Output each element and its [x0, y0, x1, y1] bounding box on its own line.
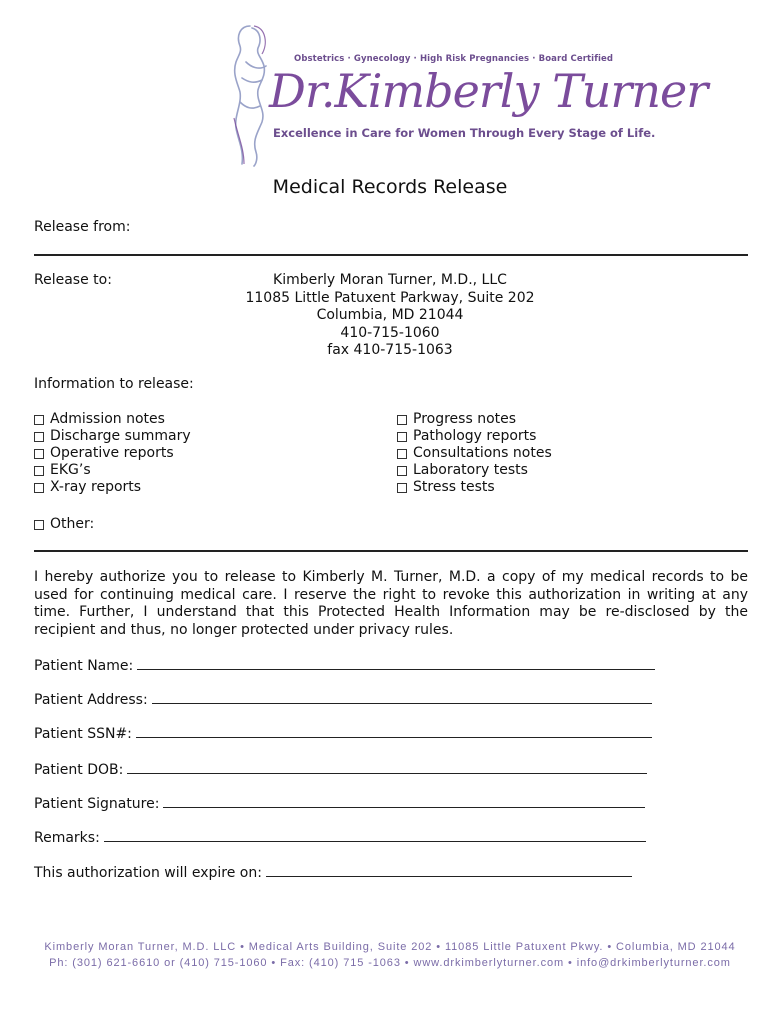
patient-ssn-field[interactable]: Patient SSN#: — [34, 725, 652, 742]
checkbox-list-left — [34, 411, 191, 496]
checkbox-discharge-summary[interactable]: Discharge summary — [34, 428, 191, 445]
logo-brand-name: Dr.Kimberly Turner — [269, 64, 708, 118]
checkbox-progress-notes[interactable]: Progress notes — [397, 411, 552, 428]
checkbox-icon[interactable] — [397, 432, 407, 442]
checkbox-pathology-reports[interactable]: Pathology reports — [397, 428, 552, 445]
checkbox-ekgs[interactable]: EKG’s — [34, 462, 191, 479]
checkbox-icon[interactable] — [34, 520, 44, 530]
expiration-field[interactable]: This authorization will expire on: — [34, 864, 632, 881]
checkbox-icon[interactable] — [34, 449, 44, 459]
checkbox-xray-reports[interactable]: X-ray reports — [34, 479, 191, 496]
address-line: Columbia, MD 21044 — [316, 307, 464, 323]
patient-name-field[interactable]: Patient Name: — [34, 657, 655, 674]
checkbox-other[interactable]: Other: — [34, 516, 94, 533]
checkbox-stress-tests[interactable]: Stress tests — [397, 479, 552, 496]
expiration-blank[interactable] — [266, 864, 632, 877]
remarks-blank[interactable] — [104, 829, 646, 842]
checkbox-laboratory-tests[interactable]: Laboratory tests — [397, 462, 552, 479]
footer-address-line: Kimberly Moran Turner, M.D. LLC • Medical Arts Building, Suite 202 • 11085 Little Patuxent Pkwy. • Columbia, MD 21044 — [44, 941, 736, 953]
patient-dob-blank[interactable] — [127, 761, 647, 774]
checkbox-other-group — [34, 516, 94, 533]
checkbox-icon[interactable] — [34, 466, 44, 476]
checkbox-icon[interactable] — [397, 449, 407, 459]
checkbox-icon[interactable] — [34, 432, 44, 442]
checkbox-icon[interactable] — [397, 415, 407, 425]
footer-contact-line: Ph: (301) 621-6610 or (410) 715-1060 • Fax: (410) 715 -1063 • www.drkimberlyturner.com • info@drkimberlyturner.com — [49, 957, 731, 969]
patient-address-blank[interactable] — [152, 691, 652, 704]
checkbox-icon[interactable] — [397, 483, 407, 493]
patient-ssn-blank[interactable] — [136, 725, 652, 738]
logo-slogan: Excellence in Care for Women Through Every Stage of Life. — [273, 126, 656, 140]
checkbox-operative-reports[interactable]: Operative reports — [34, 445, 191, 462]
checkbox-icon[interactable] — [34, 483, 44, 493]
patient-dob-field[interactable]: Patient DOB: — [34, 761, 647, 778]
address-line: 410-715-1060 — [340, 324, 440, 341]
remarks-field[interactable]: Remarks: — [34, 829, 646, 846]
logo-tagline: Obstetrics · Gynecology · High Risk Pregnancies · Board Certified — [294, 54, 614, 64]
address-line: fax 410-715-1063 — [327, 342, 453, 358]
checkbox-list-right — [397, 411, 552, 496]
practice-logo — [222, 18, 708, 168]
info-to-release-label: Information to release: — [34, 376, 194, 392]
release-to-address — [205, 272, 575, 360]
address-line: Kimberly Moran Turner, M.D., LLC — [273, 272, 507, 288]
patient-name-blank[interactable] — [137, 657, 655, 670]
release-to-label: Release to: — [34, 272, 112, 288]
checkbox-icon[interactable] — [34, 415, 44, 425]
document-title: Medical Records Release — [272, 176, 508, 198]
checkbox-admission-notes[interactable]: Admission notes — [34, 411, 191, 428]
other-line — [34, 550, 748, 552]
patient-address-field[interactable]: Patient Address: — [34, 691, 652, 708]
checkbox-consultations-notes[interactable]: Consultations notes — [397, 445, 552, 462]
address-line: 11085 Little Patuxent Parkway, Suite 202 — [245, 289, 535, 306]
checkbox-icon[interactable] — [397, 466, 407, 476]
patient-signature-field[interactable]: Patient Signature: — [34, 795, 645, 812]
authorization-paragraph: I hereby authorize you to release to Kimberly M. Turner, M.D. a copy of my medical records to be used for continuing medical care. I reserve the right to revoke this authorization in writing at any time. Further, I understand that this Protected Health Information may be re-disclosed by the recipient and thus, no longer protected under privacy rules. — [34, 569, 748, 638]
release-from-line — [34, 254, 748, 256]
patient-signature-blank[interactable] — [163, 795, 645, 808]
footer — [0, 939, 770, 971]
release-from-label: Release from: — [34, 219, 131, 235]
